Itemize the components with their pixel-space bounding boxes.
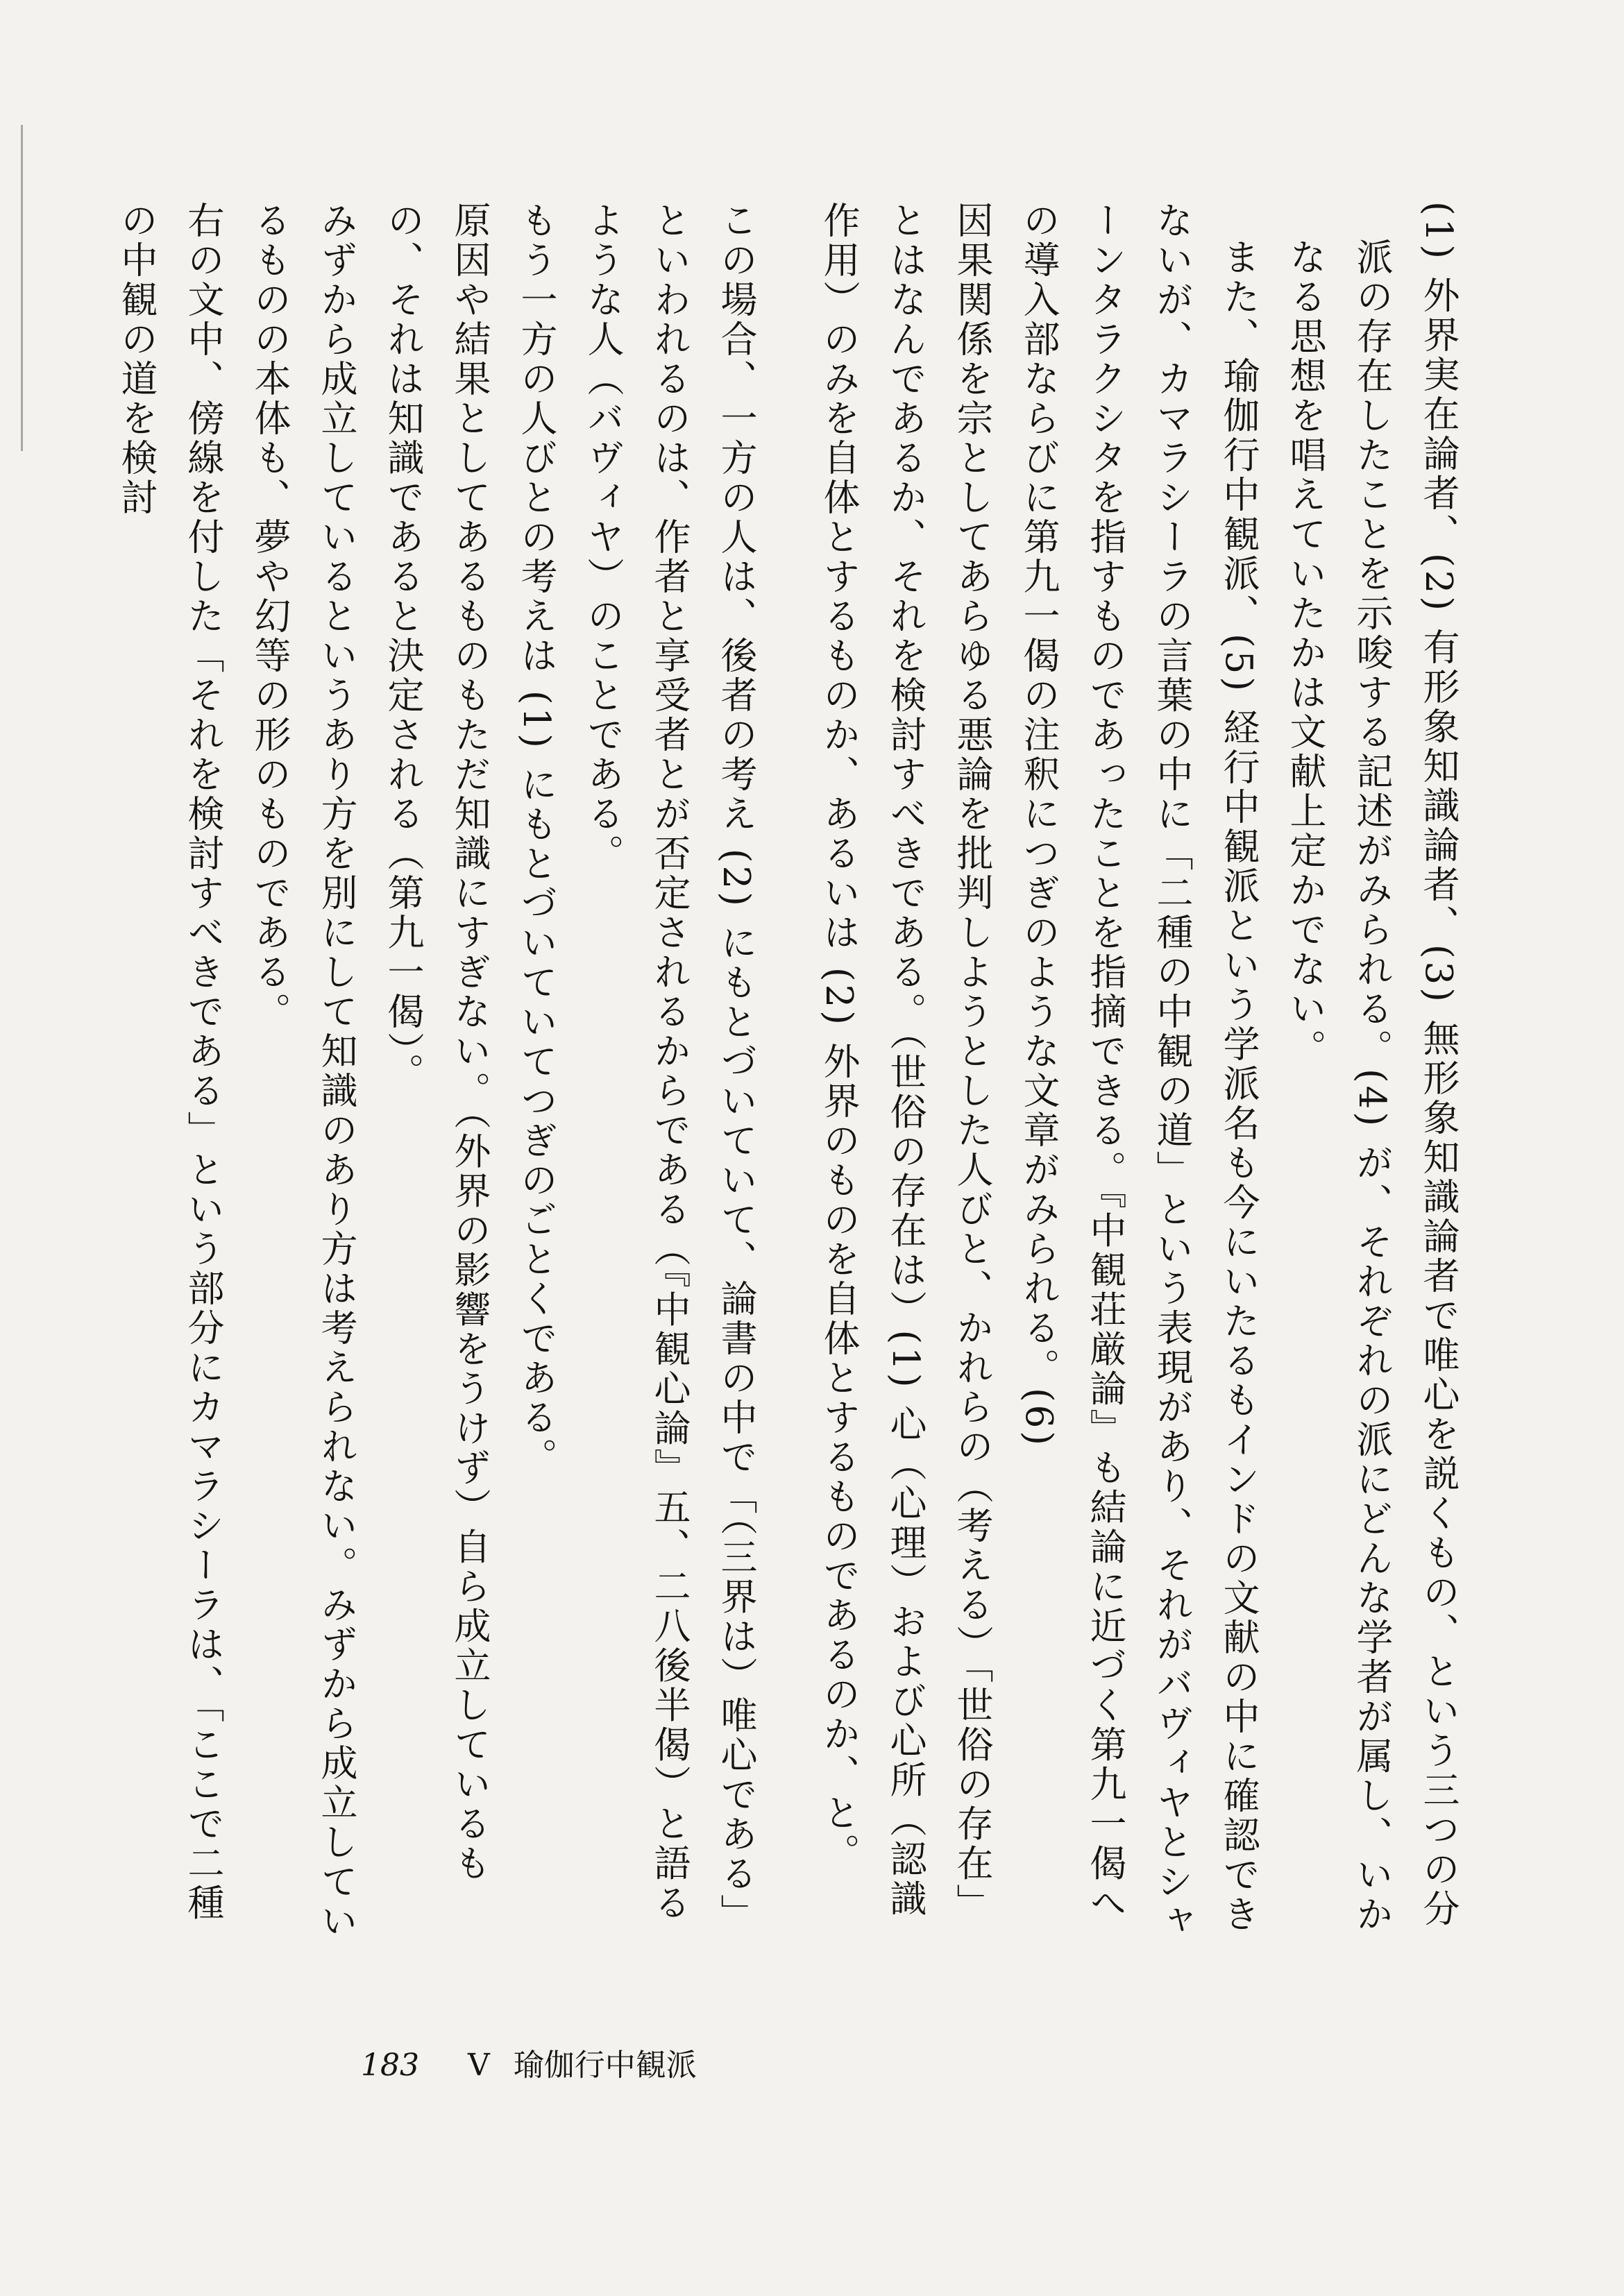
paragraph-4: この場合、一方の人は、後者の考え (2) にもとづいていて、論書の中で「（三界は）唯心である」といわれるのは、作者と享受者とが否定されるからである（『中観心論』五、二八後半偈）と語るような人（バヴィヤ）のことである。 [582, 201, 757, 1934]
paragraph-6: 原因や結果としてあるものもただ知識にすぎない。（外界の影響をうけず）自ら成立しているもの、それは知識であると決定される（第九一偈）。 [382, 201, 491, 1884]
chapter-title: 瑜伽行中観派 [513, 2048, 697, 2083]
chapter-numeral: V [467, 2048, 490, 2083]
paragraph-7: みずから成立しているというあり方を別にして知識のあり方は考えられない。みずから成立しているものの本体も、夢や幻等の形のものである。 [248, 201, 357, 1941]
page-footer [361, 2040, 697, 2084]
page-number: 183 [361, 2048, 419, 2083]
paragraph-2: また、瑜伽行中観派、(5) 経行中観派という学派名も今にいたるもインドの文献の中に確認できないが、カマラシーラの言葉の中に「二種の中観の道」という表現があり、それがバヴィヤとシャーンタラクシタを指すものであったことを指摘できる。『中観荘厳論』も結論に近づく第九一偈への導入部ならびに第九一偈の注釈につぎのような文章がみられる。(6) [1017, 201, 1260, 1941]
paragraph-3: 因果関係を宗としてあらゆる悪論を批判しようとした人びと、かれらの（考える）「世俗の存在」とはなんであるか、それを検討すべきである。（世俗の存在は）(1) 心（心理）および心所（認識作用）のみを自体とするものか、あるいは (2) 外界のものを自体とするものであるのか、と。 [818, 201, 993, 1923]
paragraph-8: 右の文中、傍線を付した「それを検討すべきである」という部分にカマラシーラは、「ここで二種の中観の道を検討 [115, 201, 224, 1923]
margin-rule [21, 125, 23, 451]
paragraph-5: もう一方の人びとの考えは (1) にもとづいていてつぎのごとくである。 [515, 201, 557, 1477]
paragraph-1: (1) 外界実在論者、(2) 有形象知識論者、(3) 無形象知識論者で唯心を説くもの、という三つの分派の存在したことを示唆する記述がみられる。(4) が、それぞれの派にどんな学者が属し、いかなる思想を唱えていたかは文献上定かでない。 [1284, 201, 1460, 1934]
vertical-text-block [115, 201, 1471, 1950]
